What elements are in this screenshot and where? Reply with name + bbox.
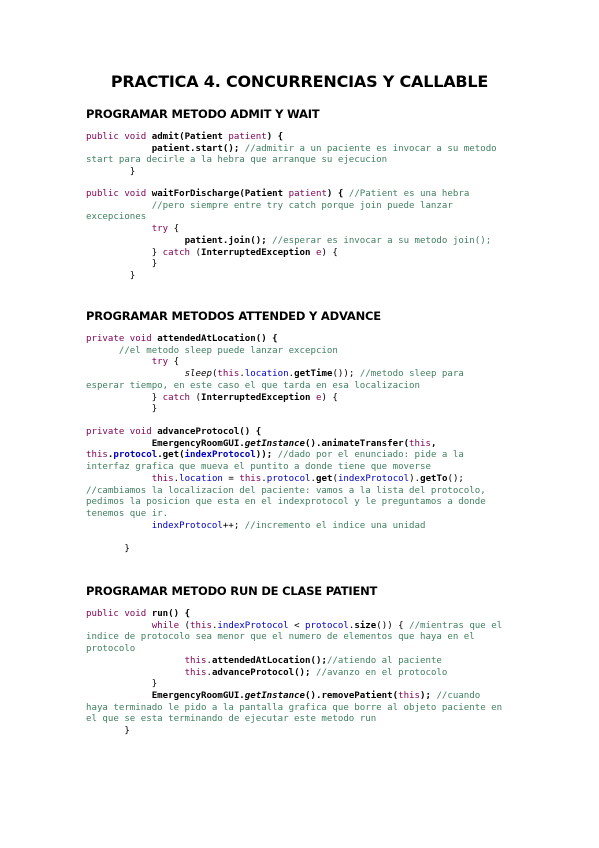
code-block-admit: public void admit(Patient patient) { patient.start(); //admitir a un paciente es invocar a su metodo start para decirle a la hebra que arranque su ejecucion } [86, 132, 497, 178]
code-block-advance: private void advanceProtocol() { EmergencyRoomGUI.getInstance().animateTransfer(this, this.protocol.get(indexProtocol)); //dado por el enunciado: pide a la interfaz grafica que mueva el puntito a donde tiene que moverse this.location = this.protocol.get(indexProtocol).getTo(); //cambiamos la localizacion del paciente: vamos a la lista del protocolo, pedimos la posicion que esta en el indexprotocol y le preguntamos a donde tenemos que ir. indexProtocol++; //incremento el indice una unidad } [86, 427, 486, 555]
section-heading-run: PROGRAMAR METODO RUN DE CLASE PATIENT [86, 584, 378, 598]
page-title: PRACTICA 4. CONCURRENCIAS Y CALLABLE [110, 72, 489, 91]
code-block-run: public void run() { while (this.indexProtocol < protocol.size()) { //mientras que el indice de protocolo sea menor que el numero de elementos que haya en el protocolo this.attendedAtLocation();//atiendo al paciente this.advanceProtocol(); //avanzo en el protocolo } EmergencyRoomGUI.getInstance().removePatient(this); //cuando haya terminado le pido a la pantalla grafica que borre al objeto paciente en el que se esta terminando de ejecutar este metodo run } [86, 609, 503, 737]
code-block-attended: private void attendedAtLocation() { //el metodo sleep puede lanzar excepcion try { sleep(this.location.getTime()); //metodo sleep para esperar tiempo, en este caso el que tarda en esa localizacion } catch (InterruptedException e) { } [86, 334, 464, 415]
section-heading-admit-wait: PROGRAMAR METODO ADMIT Y WAIT [86, 107, 320, 121]
section-heading-attended-advance: PROGRAMAR METODOS ATTENDED Y ADVANCE [86, 309, 381, 323]
code-block-wait: public void waitForDischarge(Patient patient) { //Patient es una hebra //pero siempre entre try catch porque join puede lanzar excepciones try { patient.join(); //esperar es invocar a su metodo join(); } catch (InterruptedException e) { } } [86, 189, 492, 281]
